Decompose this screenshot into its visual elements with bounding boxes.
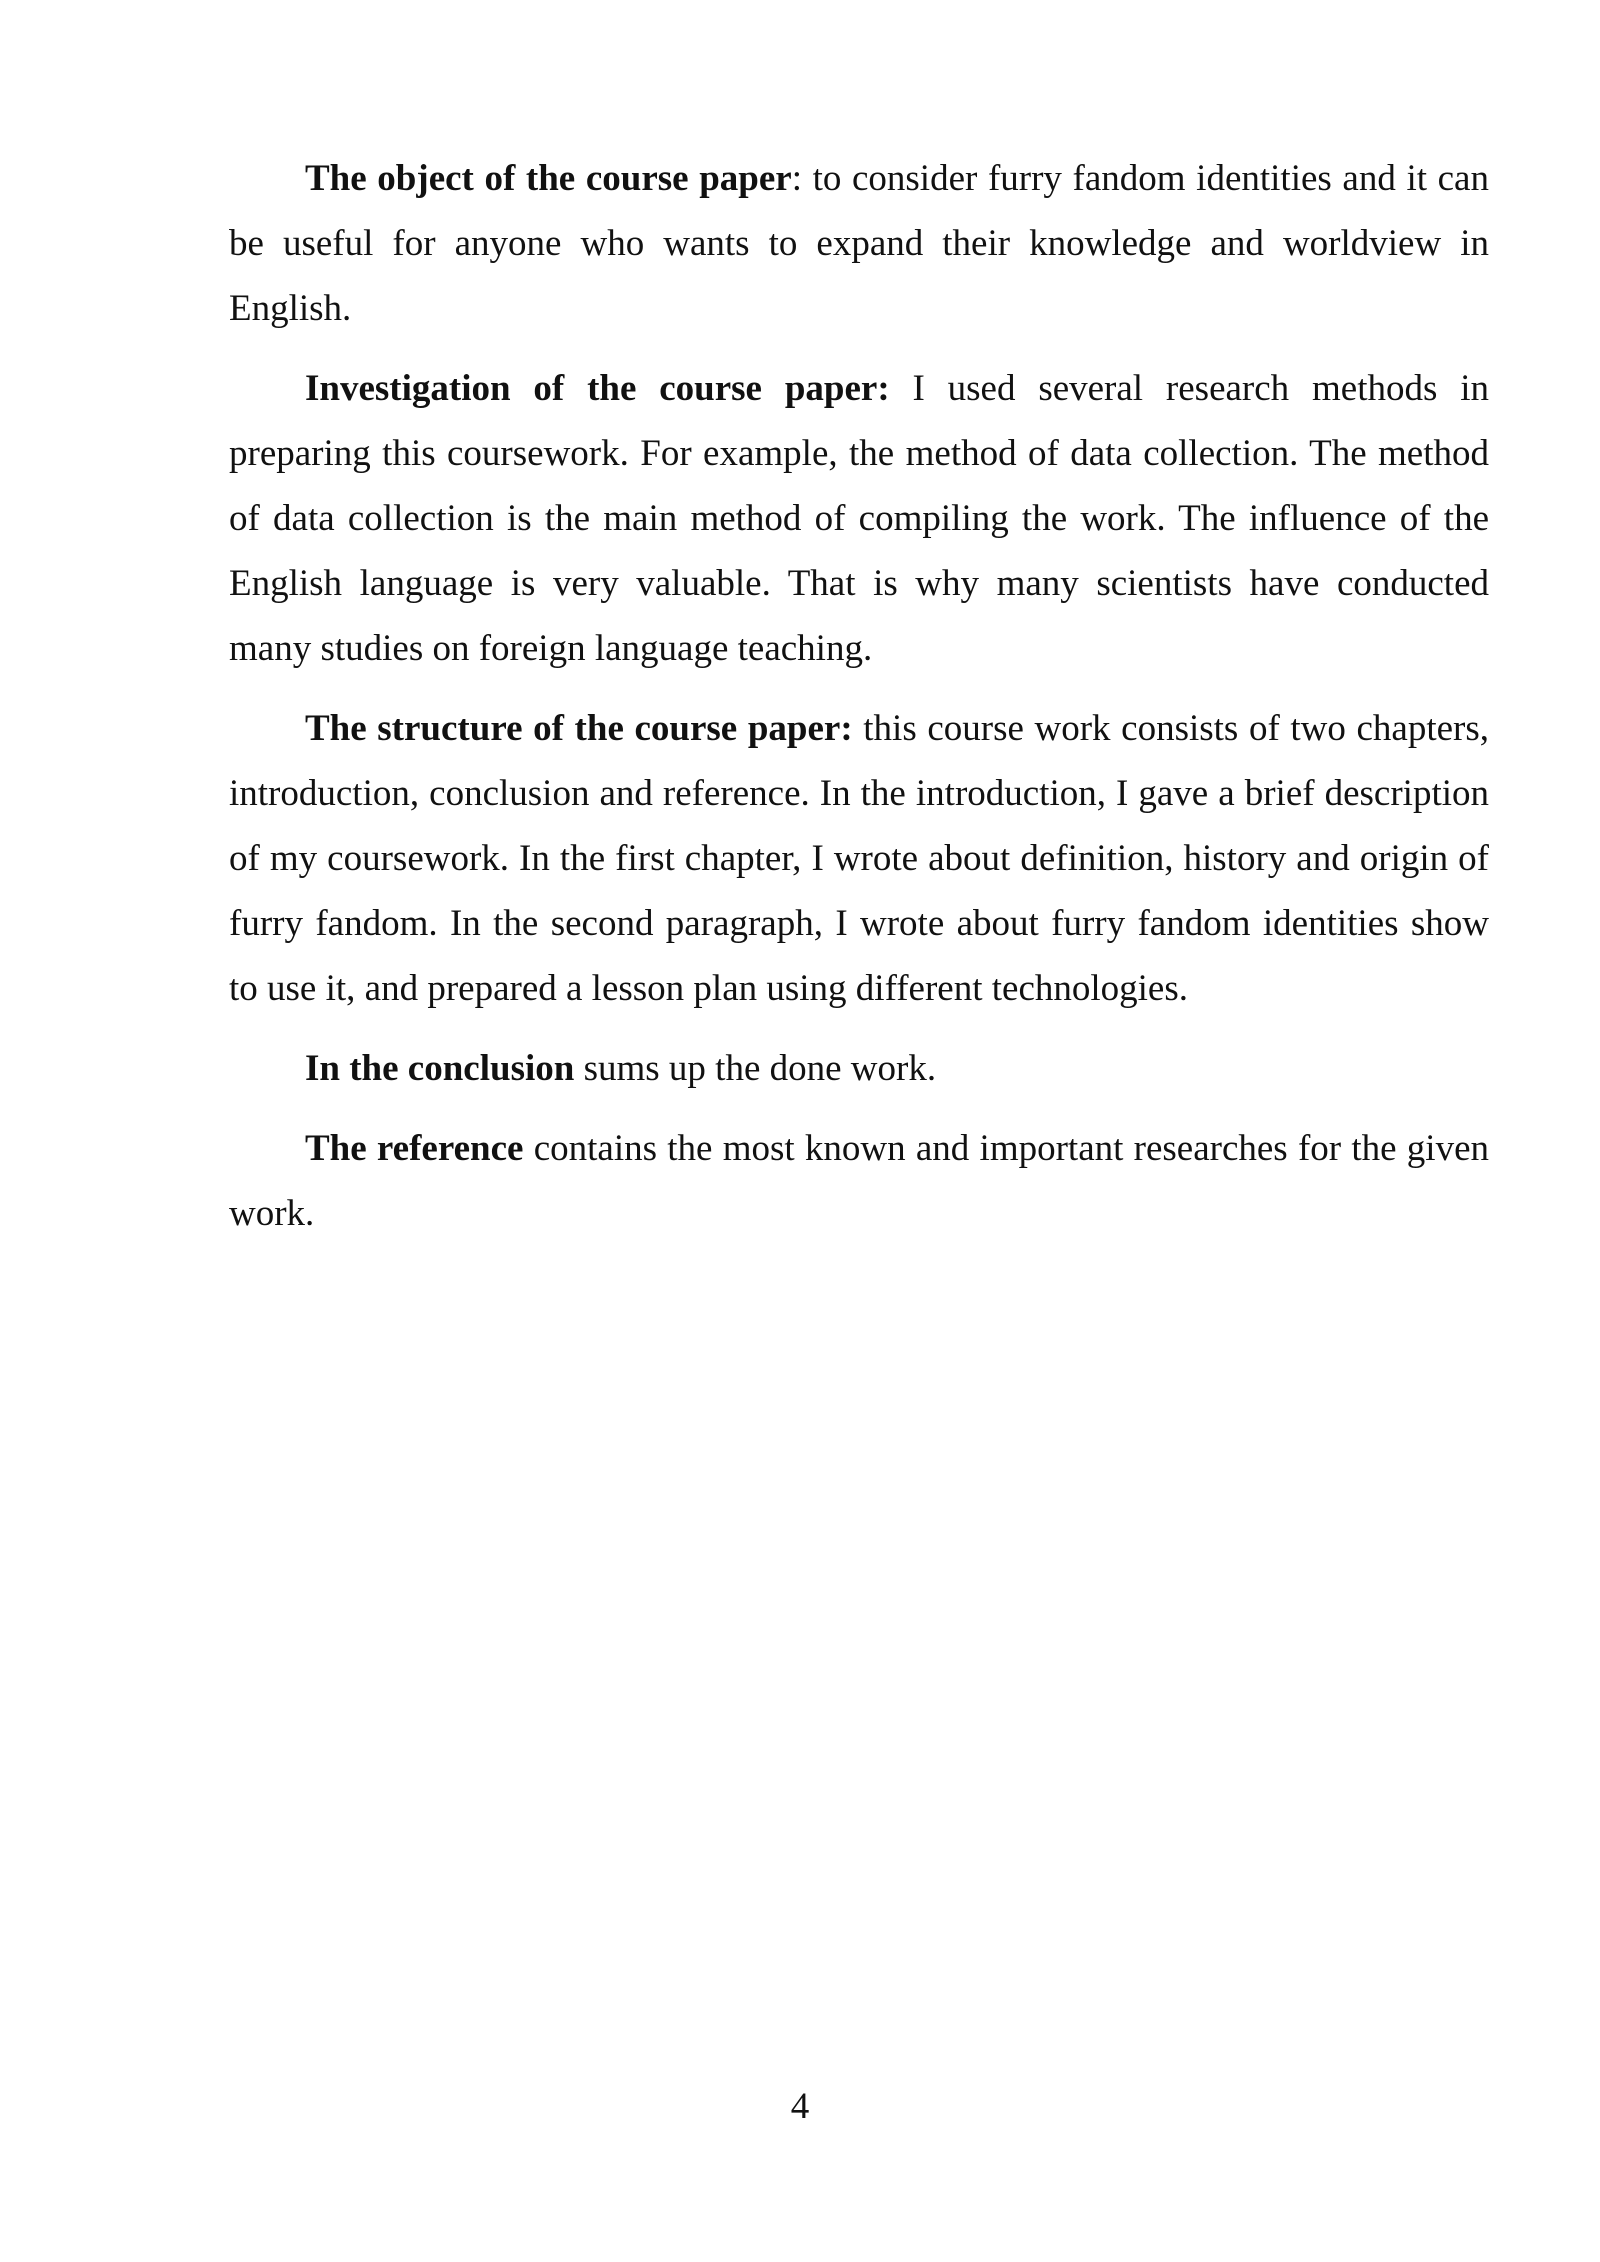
paragraph-conclusion — [229, 1036, 1489, 1101]
paragraph-text-reference: contains the most known and important researches for the given work. — [229, 1128, 1489, 1234]
paragraph-investigation — [229, 356, 1489, 681]
paragraph-text-structure: this course work consists of two chapters, introduction, conclusion and reference. In the introduction, I gave a brief description of my coursework. In the first chapter, I wrote about definition, history and origin of furry fandom. In the second paragraph, I wrote about furry fandom identities show to use it, and prepared a lesson plan using different technologies. — [229, 708, 1489, 1009]
paragraph-structure — [229, 696, 1489, 1021]
paragraph-heading-investigation: Investigation of the course paper: — [305, 368, 890, 409]
paragraph-heading-reference: The reference — [305, 1128, 524, 1169]
paragraph-heading-structure: The structure of the course paper: — [305, 708, 853, 749]
paragraph-text-conclusion: sums up the done work. — [574, 1048, 937, 1089]
paragraph-text-investigation: I used several research methods in preparing this coursework. For example, the method of data collection. The method of data collection is the main method of compiling the work. The influence of the English language is very valuable. That is why many scientists have conducted many studies on foreign language teaching. — [229, 368, 1489, 669]
page-body — [229, 146, 1489, 1261]
paragraph-reference — [229, 1116, 1489, 1246]
paragraph-object — [229, 146, 1489, 341]
page-number: 4 — [790, 2086, 810, 2127]
paragraph-heading-conclusion: In the conclusion — [305, 1048, 575, 1089]
paragraph-text-object: : to consider furry fandom identities and it can be useful for anyone who wants to expand their knowledge and worldview in English. — [229, 158, 1489, 329]
paragraph-heading-object: The object of the course paper — [305, 158, 792, 199]
